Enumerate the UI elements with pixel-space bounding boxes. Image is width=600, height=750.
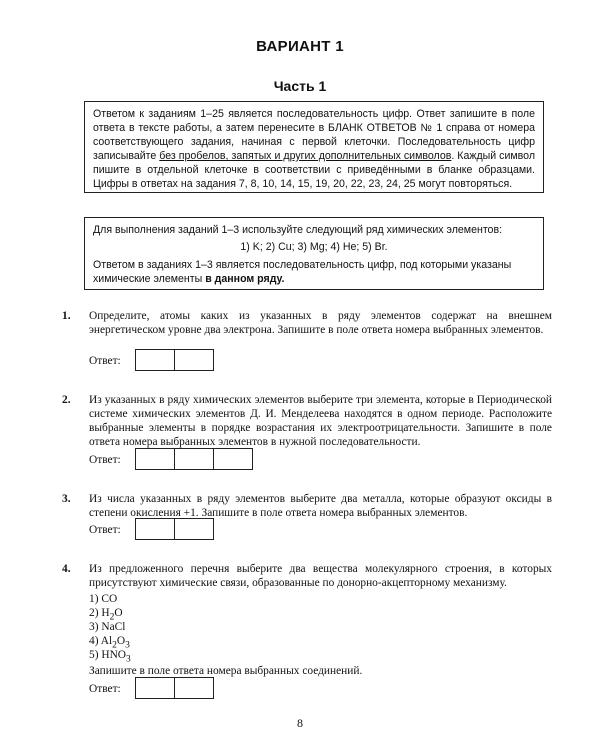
question-text: Из числа указанных в ряду элементов выберите два металла, которые образуют оксиды в степени окисления +1. Запишите в поле ответа номера выбранных элементов. (89, 493, 552, 519)
option-5: 5) $HNO_3$ (89, 649, 131, 665)
answer-label: Ответ: (89, 355, 121, 367)
question-text: Из указанных в ряду химических элементов выберите три элемента, которые в Периодической системе химических элементов Д. И. Менделеева находятся в одном периоде. Расположите выбранные элементы в порядке возрастания их электроотрицательности. Запишите в поле ответа номера выбранных элементов в нужной последовательности. (89, 394, 552, 448)
answer-label: Ответ: (89, 683, 121, 695)
question-1 (62, 309, 552, 337)
answer-cell[interactable] (174, 448, 214, 470)
options-list (89, 592, 552, 665)
question-text: Определите, атомы каких из указанных в ряду элементов содержат на внешнем энергетическом уровне два электрона. Запишите в поле ответа номера выбранных элементов. (89, 310, 552, 336)
answer-label: Ответ: (89, 454, 121, 466)
question-instruction: Запишите в поле ответа номера выбранных соединений. (89, 665, 363, 677)
question-number: 2. (62, 394, 71, 406)
elements-note-bold: в данном ряду. (205, 273, 285, 285)
option-1: 1) CO (89, 593, 118, 605)
answer-cell[interactable] (174, 518, 214, 540)
elements-row: 1) K; 2) Cu; 3) Mg; 4) He; 5) Br. (240, 241, 388, 253)
answer-cell[interactable] (135, 518, 175, 540)
answer-cell[interactable] (213, 448, 253, 470)
instructions-text-end: . Каждый символ пишите в отдельной клеточке в соответствии с приведёнными в бланке образцами. Цифры в ответах на задания 7, 8, 10, 14, 15, 19, 20, 22, 23, 24, 25 могут повторяться. (93, 150, 536, 190)
question-4 (62, 562, 552, 678)
question-text: Из предложенного перечня выберите два вещества молекулярного строения, в которых присутствуют химические связи, образованные по донорно-акцепторному механизму. (89, 563, 552, 589)
question-2 (62, 393, 552, 449)
option-3: 3) NaCl (89, 621, 126, 633)
question-number: 3. (62, 493, 71, 505)
answer-cell[interactable] (135, 677, 175, 699)
instructions-text: Ответом к заданиям 1–25 является последовательность цифр. Ответ запишите в поле ответа в тексте работы, а затем перенесите в БЛАНК ОТВЕТОВ № 1 справа от номера соответствующего задания, начиная с первой клеточки. Последовательность цифр записывайте (93, 108, 535, 162)
option-4: 4) $Al_2O_3$ (89, 635, 130, 651)
elements-box (84, 217, 544, 290)
answer-cell[interactable] (135, 448, 175, 470)
answer-label: Ответ: (89, 524, 121, 536)
variant-title: ВАРИАНТ 1 (256, 38, 344, 55)
question-3 (62, 492, 552, 520)
answer-cell[interactable] (174, 677, 214, 699)
part-title: Часть 1 (273, 78, 327, 94)
answer-cell[interactable] (135, 349, 175, 371)
answer-cell[interactable] (174, 349, 214, 371)
question-number: 4. (62, 563, 71, 575)
option-2: 2) $H_2O$ (89, 607, 123, 623)
page-number: 8 (297, 716, 303, 730)
question-number: 1. (62, 310, 71, 322)
instructions-box (84, 101, 544, 193)
elements-note: Ответом в заданиях 1–3 является последовательность цифр, под которыми указаны химические элементы в данном ряду. (93, 259, 512, 285)
instructions-underlined: без пробелов, запятых и других дополнительных символов (159, 150, 452, 162)
elements-intro: Для выполнения заданий 1–3 используйте следующий ряд химических элементов: (93, 224, 503, 236)
